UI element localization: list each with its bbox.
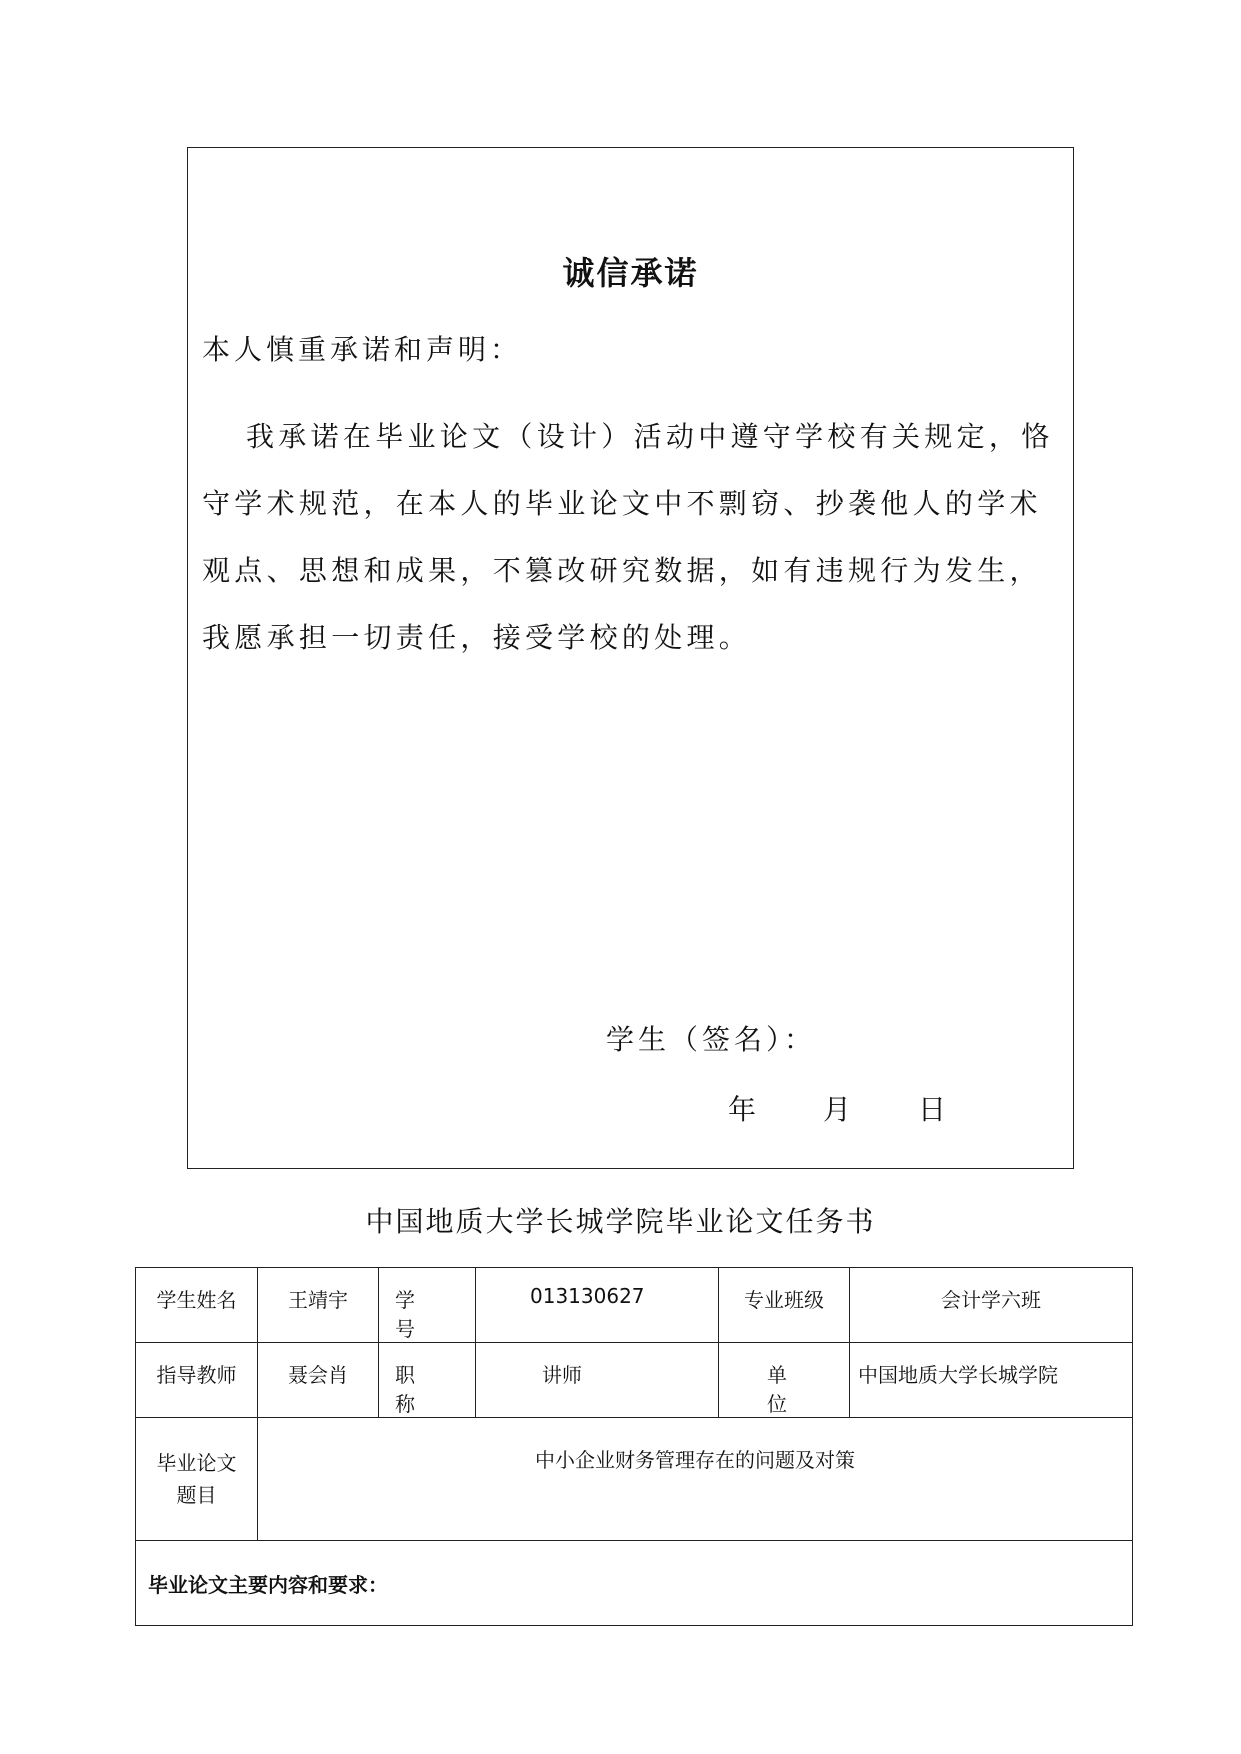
signature-date: [728, 1088, 946, 1128]
unit-value: 中国地质大学长城学院: [850, 1343, 1133, 1418]
student-name-label: 学生姓名: [136, 1268, 258, 1343]
major-class-value: 会计学六班: [850, 1268, 1133, 1343]
topic-label-line2: 题目: [176, 1483, 217, 1507]
advisor-value: 聂会肖: [258, 1343, 379, 1418]
date-day-label: 日: [918, 1093, 947, 1126]
student-name-value: 王靖宇: [258, 1268, 379, 1343]
topic-label-line1: 毕业论文: [156, 1451, 237, 1475]
student-id-label: 学 号: [379, 1268, 476, 1343]
pledge-title: 诚信承诺: [562, 254, 699, 292]
topic-value: 中小企业财务管理存在的问题及对策: [258, 1418, 1133, 1541]
student-id-value: 013130627: [476, 1268, 719, 1343]
topic-label: [136, 1418, 258, 1541]
student-signature-label: 学生（签名）：: [606, 1023, 817, 1056]
pledge-intro: 本人慎重承诺和声明：: [202, 333, 523, 366]
unit-label: 单 位: [719, 1343, 850, 1418]
task-book-title: 中国地质大学长城学院毕业论文任务书: [365, 1205, 876, 1238]
advisor-label: 指导教师: [136, 1343, 258, 1418]
requirements-label: 毕业论文主要内容和要求：: [136, 1541, 1133, 1626]
date-year-label: 年: [728, 1093, 757, 1126]
title-rank-label: 职 称: [379, 1343, 476, 1418]
task-book-table: [135, 1267, 1133, 1626]
integrity-pledge-box: [187, 147, 1074, 1169]
table-row: [136, 1268, 1133, 1343]
title-rank-value: 讲师: [476, 1343, 719, 1418]
pledge-body: 我承诺在毕业论文（设计）活动中遵守学校有关规定，恪守学术规范，在本人的毕业论文中不剽窃、抄袭他人的学术观点、思想和成果，不篡改研究数据，如有违规行为发生，我愿承担一切责任，接受学校的处理。: [202, 420, 1054, 654]
table-row: [136, 1418, 1133, 1541]
major-class-label: 专业班级: [719, 1268, 850, 1343]
table-row: [136, 1343, 1133, 1418]
date-month-label: 月: [823, 1093, 852, 1126]
table-row: [136, 1541, 1133, 1626]
